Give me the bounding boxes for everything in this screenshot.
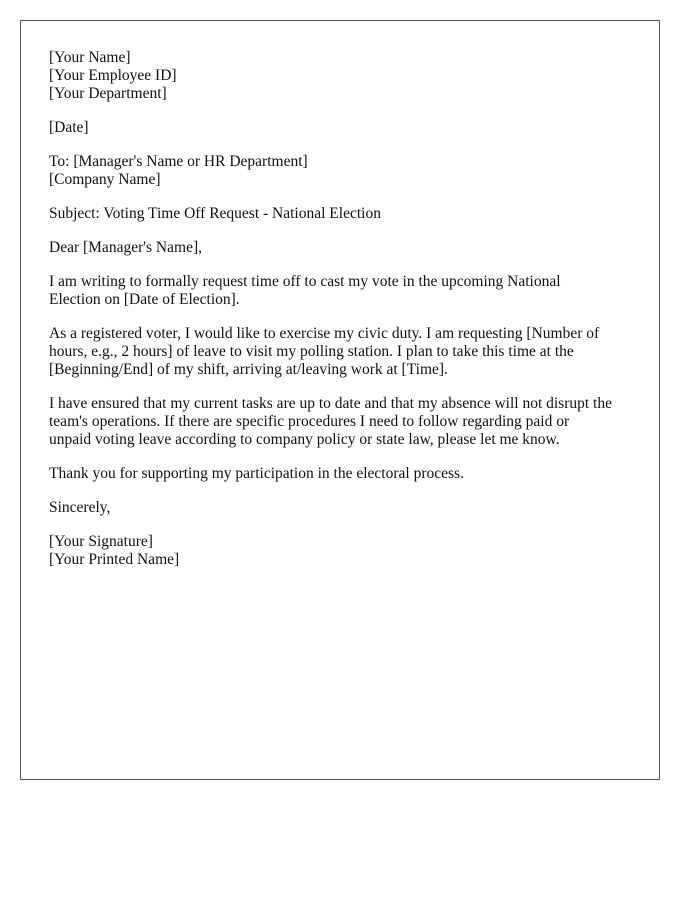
sender-name: [Your Name] bbox=[49, 49, 131, 66]
body-paragraph-1 bbox=[49, 273, 639, 309]
recipient-block bbox=[49, 153, 639, 189]
sender-block bbox=[49, 49, 639, 103]
closing-block bbox=[49, 499, 639, 517]
body-paragraph-1-line-2: Election on [Date of Election]. bbox=[49, 291, 240, 308]
sender-department: [Your Department] bbox=[49, 85, 167, 102]
letter-content bbox=[49, 49, 639, 585]
body-paragraph-3-line-1: I have ensured that my current tasks are up to date and that my absence will not disrupt the bbox=[49, 395, 612, 412]
recipient-to-line: To: [Manager's Name or HR Department] bbox=[49, 153, 308, 170]
sender-employee-id: [Your Employee ID] bbox=[49, 67, 177, 84]
subject-line: Subject: Voting Time Off Request - National Election bbox=[49, 205, 381, 222]
salutation: Dear [Manager's Name], bbox=[49, 239, 202, 256]
body-paragraph-4 bbox=[49, 465, 639, 483]
printed-name: [Your Printed Name] bbox=[49, 551, 180, 568]
body-paragraph-2 bbox=[49, 325, 639, 379]
salutation-block bbox=[49, 239, 639, 257]
closing: Sincerely, bbox=[49, 499, 111, 516]
letter-date: [Date] bbox=[49, 119, 89, 136]
thank-you-line: Thank you for supporting my participation in the electoral process. bbox=[49, 465, 464, 482]
body-paragraph-2-line-1: As a registered voter, I would like to exercise my civic duty. I am requesting [Number of bbox=[49, 325, 600, 342]
body-paragraph-1-line-1: I am writing to formally request time off to cast my vote in the upcoming National bbox=[49, 273, 561, 290]
signature-line: [Your Signature] bbox=[49, 533, 153, 550]
letter-page bbox=[20, 20, 660, 780]
body-paragraph-3 bbox=[49, 395, 639, 449]
body-paragraph-2-line-3: [Beginning/End] of my shift, arriving at/leaving work at [Time]. bbox=[49, 361, 448, 378]
subject-block bbox=[49, 205, 639, 223]
body-paragraph-2-line-2: hours, e.g., 2 hours] of leave to visit my polling station. I plan to take this time at the bbox=[49, 343, 574, 360]
signature-block bbox=[49, 533, 639, 569]
body-paragraph-3-line-2: team's operations. If there are specific procedures I need to follow regarding paid or bbox=[49, 413, 570, 430]
body-paragraph-3-line-3: unpaid voting leave according to company policy or state law, please let me know. bbox=[49, 431, 560, 448]
recipient-company: [Company Name] bbox=[49, 171, 161, 188]
date-block bbox=[49, 119, 639, 137]
